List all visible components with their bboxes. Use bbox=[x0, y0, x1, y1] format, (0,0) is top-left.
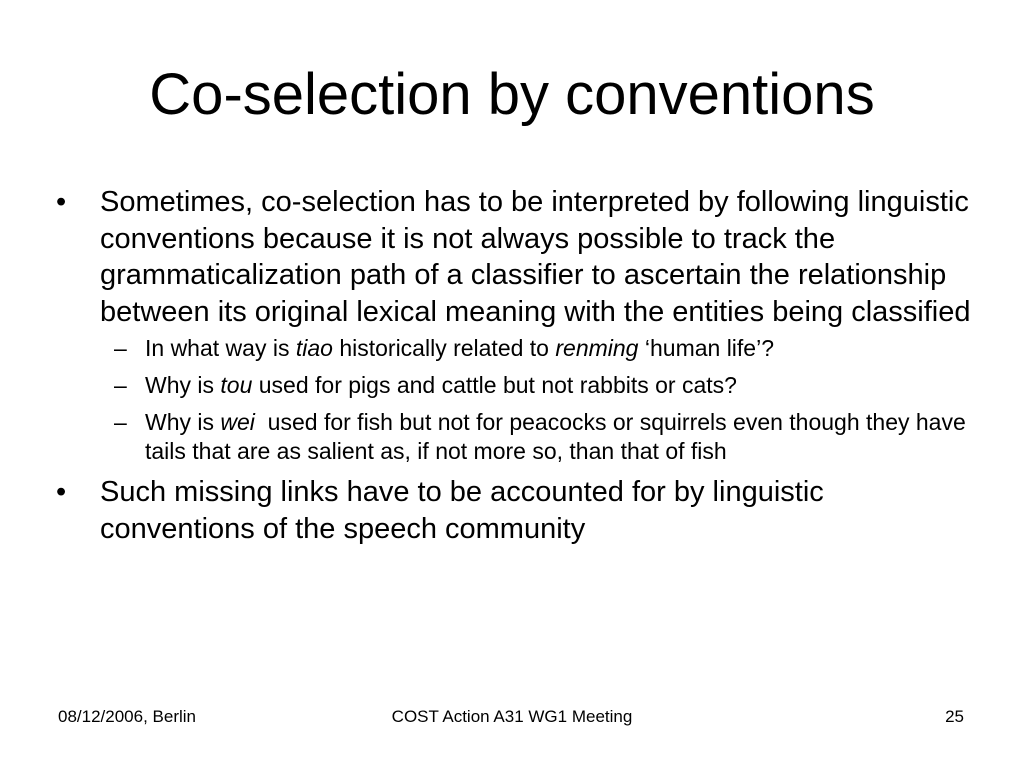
term-renming: renming bbox=[555, 335, 639, 361]
term-tou: tou bbox=[220, 372, 253, 398]
sub-bullet-text-post: used for pigs and cattle but not rabbits or cats? bbox=[252, 372, 737, 398]
sub-bullet-item bbox=[56, 408, 976, 466]
sub-bullet-text-pre: Why is bbox=[145, 409, 221, 435]
footer-page-number: 25 bbox=[945, 707, 964, 726]
bullet-text: Such missing links have to be accounted for by linguistic conventions of the speech community bbox=[100, 476, 824, 545]
sub-bullet-list bbox=[56, 334, 976, 466]
sub-bullet-item bbox=[56, 334, 976, 363]
sub-bullet-text-post: ‘human life’? bbox=[638, 335, 775, 361]
footer-event: COST Action A31 WG1 Meeting bbox=[391, 707, 633, 726]
term-tiao: tiao bbox=[295, 335, 333, 361]
dash-marker: – bbox=[114, 409, 127, 435]
bullet-text: Sometimes, co-selection has to be interpreted by following linguistic conventions because it is not always possible to track the grammaticalization path of a classifier to ascertain the relationship between its original lexical meaning with the entities being classified bbox=[100, 186, 971, 328]
sub-bullet-text-post: used for fish but not for peacocks or squirrels even though they have tails that are as salient as, if not more so, than that of fish bbox=[145, 409, 973, 464]
term-wei: wei bbox=[220, 409, 255, 435]
slide-title: Co-selection by conventions bbox=[149, 62, 875, 127]
bullet-item bbox=[56, 184, 976, 330]
bullet-item bbox=[56, 474, 976, 547]
slide-content bbox=[56, 184, 976, 547]
sub-bullet-item bbox=[56, 371, 976, 400]
bullet-marker: • bbox=[56, 476, 67, 508]
bullet-marker: • bbox=[56, 186, 67, 218]
sub-bullet-text-pre: In what way is bbox=[145, 335, 296, 361]
dash-marker: – bbox=[114, 372, 127, 398]
sub-bullet-text-mid: historically related to bbox=[332, 335, 556, 361]
sub-bullet-text-pre: Why is bbox=[145, 372, 221, 398]
dash-marker: – bbox=[114, 335, 127, 361]
footer-date-place: 08/12/2006, Berlin bbox=[58, 707, 196, 726]
